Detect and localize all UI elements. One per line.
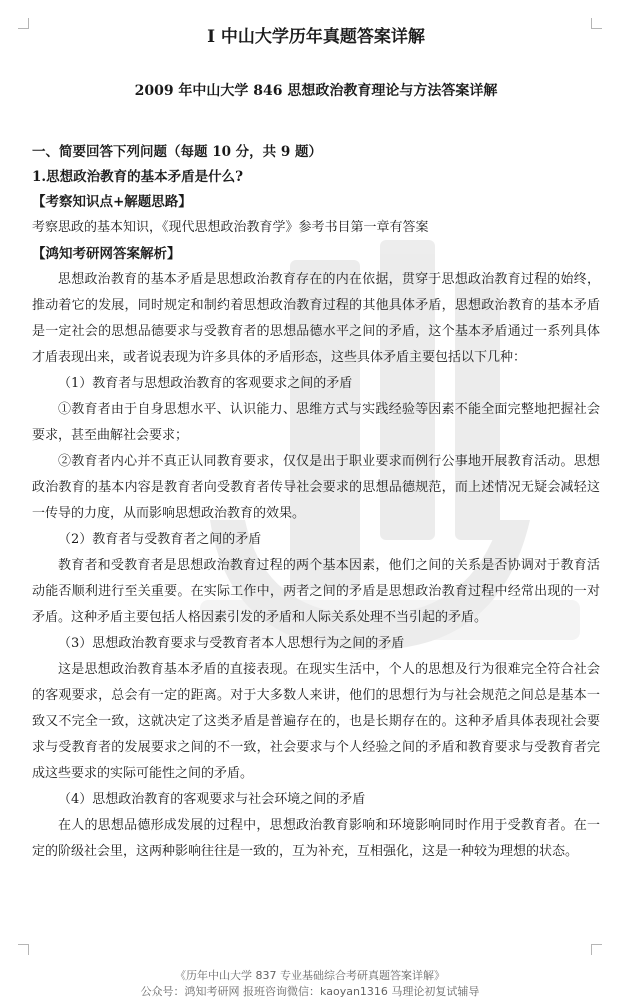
part-title: Ⅰ 中山大学历年真题答案详解	[207, 27, 425, 47]
page-corner-mark	[18, 18, 29, 29]
subheading-1: （1）教育者与思想政治教育的客观要求之间的矛盾	[58, 376, 353, 391]
paragraph-3: 这是思想政治教育基本矛盾的直接表现。在现实生活中，个人的思想及行为很难完全符合社会的客观要求，总会有一定的距离。对于大多数人来讲，他们的思想行为与社会规范之间总是基本一致又不完全一致，这就决定了这类矛盾是普遍存在的，也是长期存在的。这种矛盾具体表现社会要求与受教育者的发展要求之间的不一致，社会要求与个人经验之间的矛盾和教育要求与受教育者完成这些要求的实际可能性之间的矛盾。	[32, 662, 600, 781]
answer-analysis-label: 【鸿知考研网答案解析】	[32, 246, 181, 262]
footer-book-title: 《历年中山大学 837 专业基础综合考研真题答案详解》	[175, 969, 445, 982]
intro-paragraph: 思想政治教育的基本矛盾是思想政治教育存在的内在依据，贯穿于思想政治教育过程的始终，推动着它的发展，同时规定和制约着思想政治教育过程的其他具体矛盾，思想政治教育的基本矛盾是一定社会的思想品德要求与受教育者的思想品德水平之间的矛盾，这个基本矛盾通过一系列具体才盾表现出来，或者说表现为许多具体的矛盾形态，这些具体矛盾主要包括以下几种：	[32, 272, 600, 365]
knowledge-points-text: 考察思政的基本知识，《现代思想政治教育学》参考书目第一章有答案	[32, 220, 429, 235]
section-heading: 一、简要回答下列问题（每题 10 分，共 9 题）	[32, 144, 322, 160]
document-title: 2009 年中山大学 846 思想政治教育理论与方法答案详解	[134, 83, 498, 99]
subheading-4: （4）思想政治教育的客观要求与社会环境之间的矛盾	[58, 792, 366, 807]
question-title: 1.思想政治教育的基本矛盾是什么?	[32, 169, 244, 185]
document-body	[32, 24, 600, 865]
paragraph-1-2: ②教育者内心并不真正认同教育要求，仅仅是出于职业要求而例行公事地开展教育活动。思想政治教育的基本内容是教育者向受教育者传导社会要求的思想品德规范，而上述情况无疑会减轻这一传导的力度，从而影响思想政治教育的效果。	[32, 454, 600, 521]
subheading-3: （3）思想政治教育要求与受教育者本人思想行为之间的矛盾	[58, 636, 405, 651]
page-corner-mark	[18, 944, 29, 955]
paragraph-2: 教育者和受教育者是思想政治教育过程的两个基本因素，他们之间的关系是否协调对于教育活动能否顺利进行至关重要。在实际工作中，两者之间的矛盾是思想政治教育过程中经常出现的一对矛盾。这种矛盾主要包括人格因素引发的矛盾和人际关系处理不当引起的矛盾。	[32, 558, 600, 625]
page-corner-mark	[591, 944, 602, 955]
paragraph-1-1: ①教育者由于自身思想水平、认识能力、思维方式与实践经验等因素不能全面完整地把握社会要求，甚至曲解社会要求；	[32, 402, 600, 443]
knowledge-points-label: 【考察知识点+解题思路】	[32, 194, 192, 210]
footer-contact-info: 公众号：鸿知考研网 报班咨询微信：kaoyan1316 马理论初复试辅导	[140, 985, 480, 998]
subheading-2: （2）教育者与受教育者之间的矛盾	[58, 532, 262, 547]
paragraph-4: 在人的思想品德形成发展的过程中，思想政治教育影响和环境影响同时作用于受教育者。在一定的阶级社会里，这两种影响往往是一致的，互为补充，互相强化，这是一种较为理想的状态。	[32, 818, 600, 859]
